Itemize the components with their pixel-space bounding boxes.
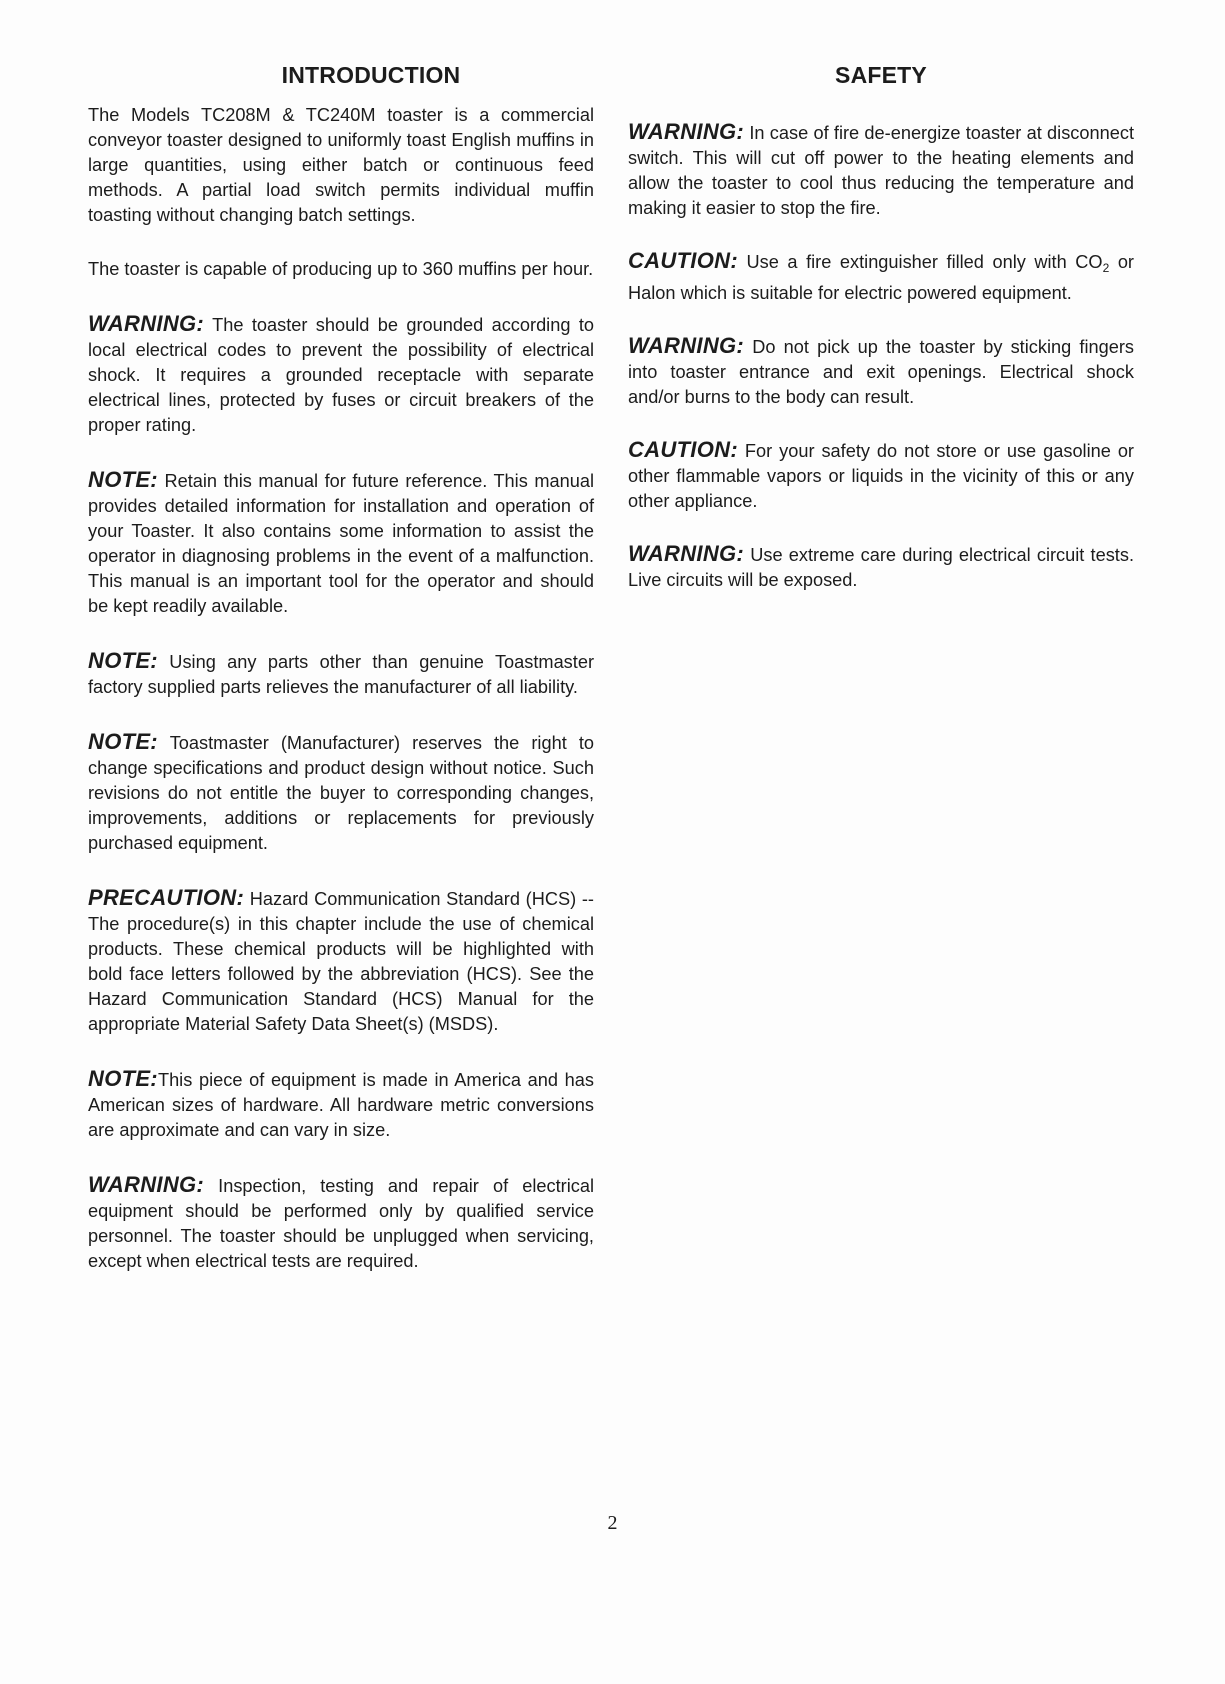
warning-text: The toaster should be grounded according to local electrical codes to prevent the possibility of electrical shock. It requires a grounded receptacle with separate electrical lines, protected by fuses or circuit breakers of the proper rating. <box>88 315 594 435</box>
note-label: NOTE: <box>88 467 158 492</box>
circuit-test-warning <box>628 541 1134 593</box>
hcs-precaution <box>88 885 594 1037</box>
intro-paragraph: The Models TC208M & TC240M toaster is a commercial conveyor toaster designed to uniformly toast English muffins in large quantities, using either batch or continuous feed methods. A partial load switch permits individual muffin toasting without changing batch settings. <box>88 105 594 225</box>
co2-subscript: 2 <box>1102 261 1110 275</box>
flammable-caution <box>628 437 1134 514</box>
warning-label: WARNING: <box>628 333 745 358</box>
note-label: NOTE: <box>88 729 158 754</box>
note-text: Using any parts other than genuine Toastmaster factory supplied parts relieves the manufacturer of all liability. <box>88 652 594 697</box>
qualified-service-warning <box>88 1172 594 1274</box>
warning-label: WARNING: <box>88 1172 205 1197</box>
warning-text: In case of fire de-energize toaster at disconnect switch. This will cut off power to the heating elements and allow the toaster to cool thus reducing the temperature and making it easier to stop the fire. <box>628 123 1134 218</box>
page-number: 2 <box>607 1512 618 1534</box>
note-text: Toastmaster (Manufacturer) reserves the right to change specifications and product design without notice. Such revisions do not entitle the buyer to corresponding changes, improvements, additions or replacements for previously purchased equipment. <box>88 733 594 853</box>
note-text: Retain this manual for future reference. This manual provides detailed information for installation and operation of your Toaster. It also contains some information to assist the operator in diagnosing problems in the event of a malfunction. This manual is an important tool for the operator and should be kept readily available. <box>88 471 594 616</box>
caution-label: CAUTION: <box>628 437 738 462</box>
grounding-warning <box>88 311 594 438</box>
introduction-heading: INTRODUCTION <box>281 62 461 88</box>
safety-heading: SAFETY <box>835 62 927 88</box>
caution-text: For your safety do not store or use gasoline or other flammable vapors or liquids in the vicinity of this or any other appliance. <box>628 441 1134 511</box>
precaution-label: PRECAUTION: <box>88 885 245 910</box>
caution-label: CAUTION: <box>628 248 738 273</box>
warning-text: Do not pick up the toaster by sticking fingers into toaster entrance and exit openings. Electrical shock and/or burns to the body can result. <box>628 337 1134 407</box>
caution-text: Use a fire extinguisher filled only with CO <box>737 252 1103 272</box>
openings-warning <box>628 333 1134 410</box>
genuine-parts-note <box>88 648 594 700</box>
warning-text: Inspection, testing and repair of electrical equipment should be performed only by qualified service personnel. The toaster should be unplugged when servicing, except when electrical tests are required. <box>88 1176 594 1271</box>
warning-text: Use extreme care during electrical circuit tests. Live circuits will be exposed. <box>628 545 1134 590</box>
safety-column <box>628 62 1134 620</box>
capacity-paragraph: The toaster is capable of producing up to 360 muffins per hour. <box>88 259 594 279</box>
note-label: NOTE: <box>88 648 158 673</box>
note-text: This piece of equipment is made in America and has American sizes of hardware. All hardware metric conversions are approximate and can vary in size. <box>88 1070 594 1140</box>
extinguisher-caution <box>628 248 1134 306</box>
american-hardware-note <box>88 1066 594 1143</box>
caution-text-continued: or Halon which is suitable for electric powered equipment. <box>628 252 1134 303</box>
warning-label: WARNING: <box>628 541 745 566</box>
note-label: NOTE: <box>88 1066 158 1091</box>
precaution-text: Hazard Communication Standard (HCS) --The procedure(s) in this chapter include the use of chemical products. These chemical products will be highlighted with bold face letters followed by the abbreviation (HCS). See the Hazard Communication Standard (HCS) Manual for the appropriate Material Safety Data Sheet(s) (MSDS). <box>88 889 594 1034</box>
warning-label: WARNING: <box>628 119 745 144</box>
manual-retention-note <box>88 467 594 619</box>
specification-change-note <box>88 729 594 856</box>
introduction-column <box>88 62 594 1303</box>
fire-warning <box>628 119 1134 221</box>
warning-label: WARNING: <box>88 311 205 336</box>
